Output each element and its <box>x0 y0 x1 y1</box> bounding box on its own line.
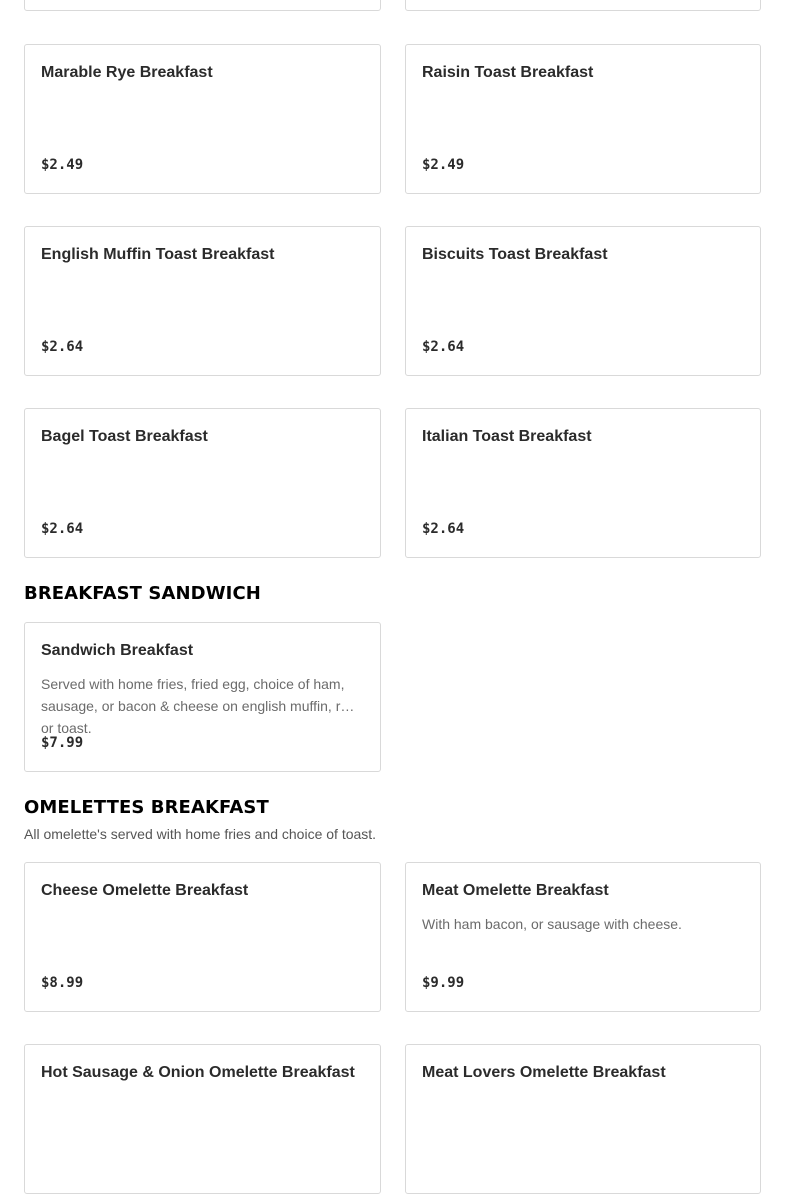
menu-item-price: $9.99 <box>422 975 465 991</box>
menu-item-card[interactable] <box>24 622 381 772</box>
menu-item-price: $2.64 <box>422 521 465 537</box>
menu-item-card[interactable] <box>24 862 381 1012</box>
menu-item-card[interactable] <box>405 0 761 11</box>
menu-item-card[interactable] <box>24 44 381 194</box>
menu-item-card[interactable] <box>24 1044 381 1194</box>
menu-item-name: Hot Sausage & Onion Omelette Breakfast <box>41 1064 355 1081</box>
menu-item-price: $2.49 <box>41 157 84 173</box>
menu-item-name: Bagel Toast Breakfast <box>41 428 208 445</box>
menu-item-name: Biscuits Toast Breakfast <box>422 246 608 263</box>
menu-item-name: Cheese Omelette Breakfast <box>41 882 249 899</box>
menu-item-name: Marable Rye Breakfast <box>41 64 213 81</box>
menu-item-name: Sandwich Breakfast <box>41 642 194 659</box>
menu-item-name: English Muffin Toast Breakfast <box>41 246 275 263</box>
menu-item-description: Served with home fries, fried egg, choice of ham, sausage, or bacon & cheese on english muffin, roll or toast. <box>41 676 355 736</box>
menu-item-name: Italian Toast Breakfast <box>422 428 592 445</box>
menu-item-card[interactable] <box>405 862 761 1012</box>
section-heading: OMELETTES BREAKFAST <box>24 797 269 818</box>
menu-item-card[interactable] <box>405 1044 761 1194</box>
menu-item-price: $8.99 <box>41 975 84 991</box>
menu-item-card[interactable] <box>405 408 761 558</box>
menu-item-price: $2.64 <box>41 521 84 537</box>
menu-item-card[interactable] <box>24 408 381 558</box>
menu-item-price: $7.99 <box>41 735 84 751</box>
menu-item-card[interactable] <box>405 226 761 376</box>
menu-item-description: With ham bacon, or sausage with cheese. <box>422 916 682 932</box>
section-heading: BREAKFAST SANDWICH <box>24 583 261 604</box>
section-description: All omelette's served with home fries and choice of toast. <box>24 826 377 842</box>
menu-item-price: $2.64 <box>422 339 465 355</box>
menu-item-price: $2.49 <box>422 157 465 173</box>
menu-item-name: Raisin Toast Breakfast <box>422 64 594 81</box>
menu-item-card[interactable] <box>24 226 381 376</box>
menu-item-card[interactable] <box>405 44 761 194</box>
menu-item-price: $2.64 <box>41 339 84 355</box>
menu-item-card[interactable] <box>24 0 381 11</box>
menu-item-name: Meat Lovers Omelette Breakfast <box>422 1064 666 1081</box>
menu-item-name: Meat Omelette Breakfast <box>422 882 609 899</box>
